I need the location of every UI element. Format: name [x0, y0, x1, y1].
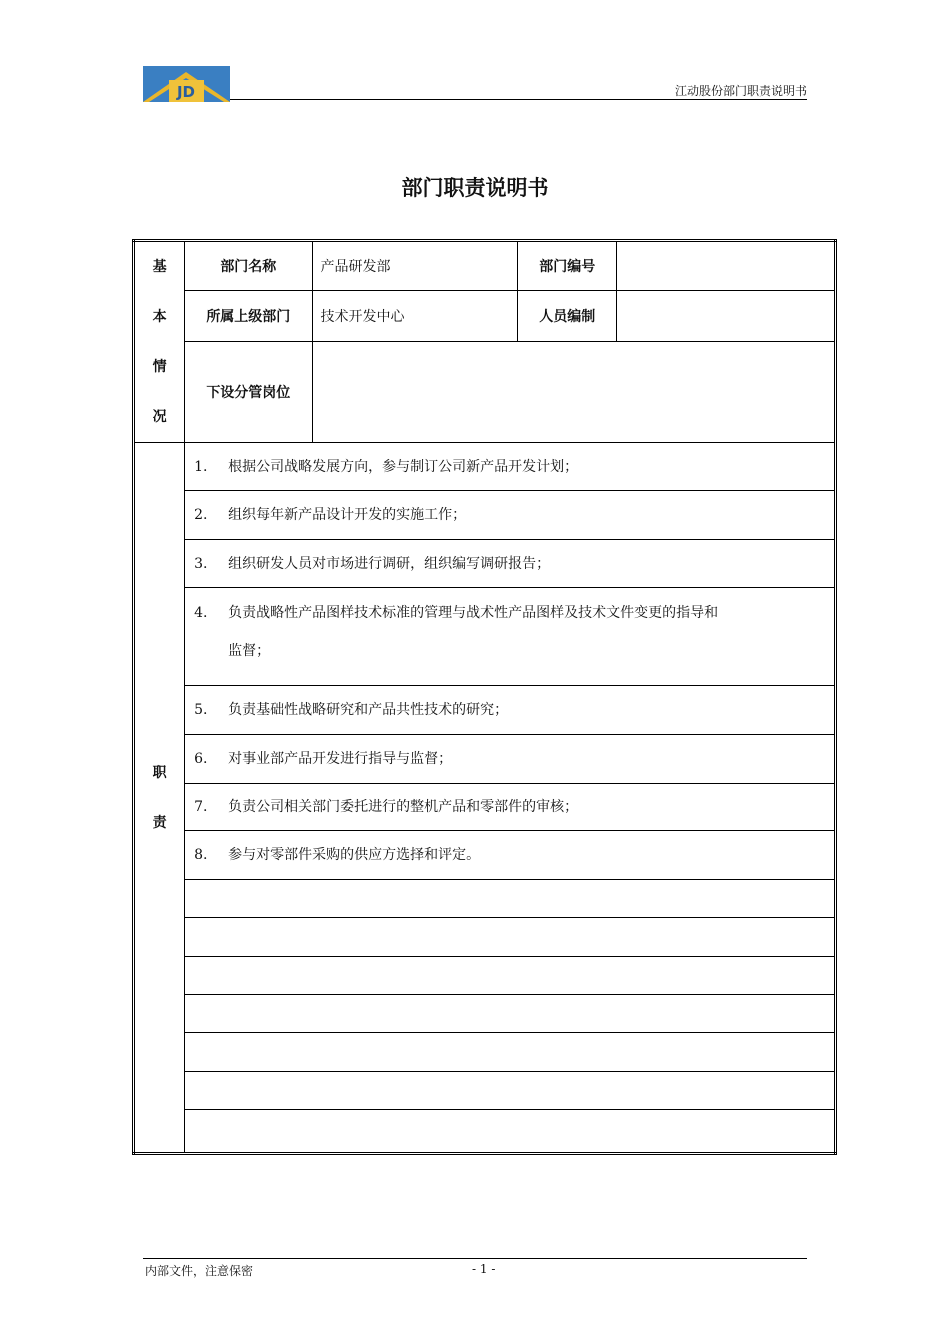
- parent-dept-value: 技术开发中心: [312, 291, 518, 342]
- footer-confidential-note: 内部文件，注意保密: [145, 1264, 254, 1278]
- logo-text: JD: [176, 83, 196, 101]
- staff-quota-value: [617, 291, 836, 342]
- empty-row: [185, 880, 836, 918]
- dept-name-label: 部门名称: [185, 241, 312, 291]
- dept-code-value: [617, 241, 836, 291]
- duty-item: 4. 负责战略性产品图样技术标准的管理与战术性产品图样及技术文件变更的指导和 监督；: [185, 588, 836, 686]
- dept-code-label: 部门编号: [518, 241, 617, 291]
- company-logo: [143, 66, 230, 102]
- duty-item: 8. 参与对零部件采购的供应方选择和评定。: [185, 831, 836, 880]
- duty-item: 7. 负责公司相关部门委托进行的整机产品和零部件的审核；: [185, 784, 836, 831]
- duty-item: 1. 根据公司战略发展方向，参与制订公司新产品开发计划；: [185, 443, 836, 491]
- basic-info-label: 基 本 情 况: [134, 241, 185, 443]
- dept-name-value: 产品研发部: [312, 241, 518, 291]
- empty-row: [185, 957, 836, 995]
- staff-quota-label: 人员编制: [518, 291, 617, 342]
- empty-row: [185, 918, 836, 957]
- parent-dept-label: 所属上级部门: [185, 291, 312, 342]
- footer-rule: [143, 1258, 807, 1259]
- page-title: 部门职责说明书: [401, 176, 549, 200]
- duty-item: 2. 组织每年新产品设计开发的实施工作；: [185, 491, 836, 540]
- positions-label: 下设分管岗位: [185, 342, 312, 443]
- empty-row: [185, 995, 836, 1033]
- empty-row: [185, 1033, 836, 1072]
- header-doc-name: 江动股份部门职责说明书: [674, 84, 807, 98]
- page-number: - 1 -: [472, 1262, 496, 1276]
- duty-item: 6. 对事业部产品开发进行指导与监督；: [185, 735, 836, 784]
- duty-item: 5. 负责基础性战略研究和产品共性技术的研究；: [185, 686, 836, 735]
- empty-row: [185, 1072, 836, 1110]
- duties-label: 职 责: [134, 443, 185, 1154]
- responsibility-table: [132, 239, 837, 1155]
- duty-item: 3. 组织研发人员对市场进行调研，组织编写调研报告；: [185, 540, 836, 588]
- positions-value: [312, 342, 836, 443]
- empty-row: [185, 1110, 836, 1154]
- header-rule: [230, 99, 807, 100]
